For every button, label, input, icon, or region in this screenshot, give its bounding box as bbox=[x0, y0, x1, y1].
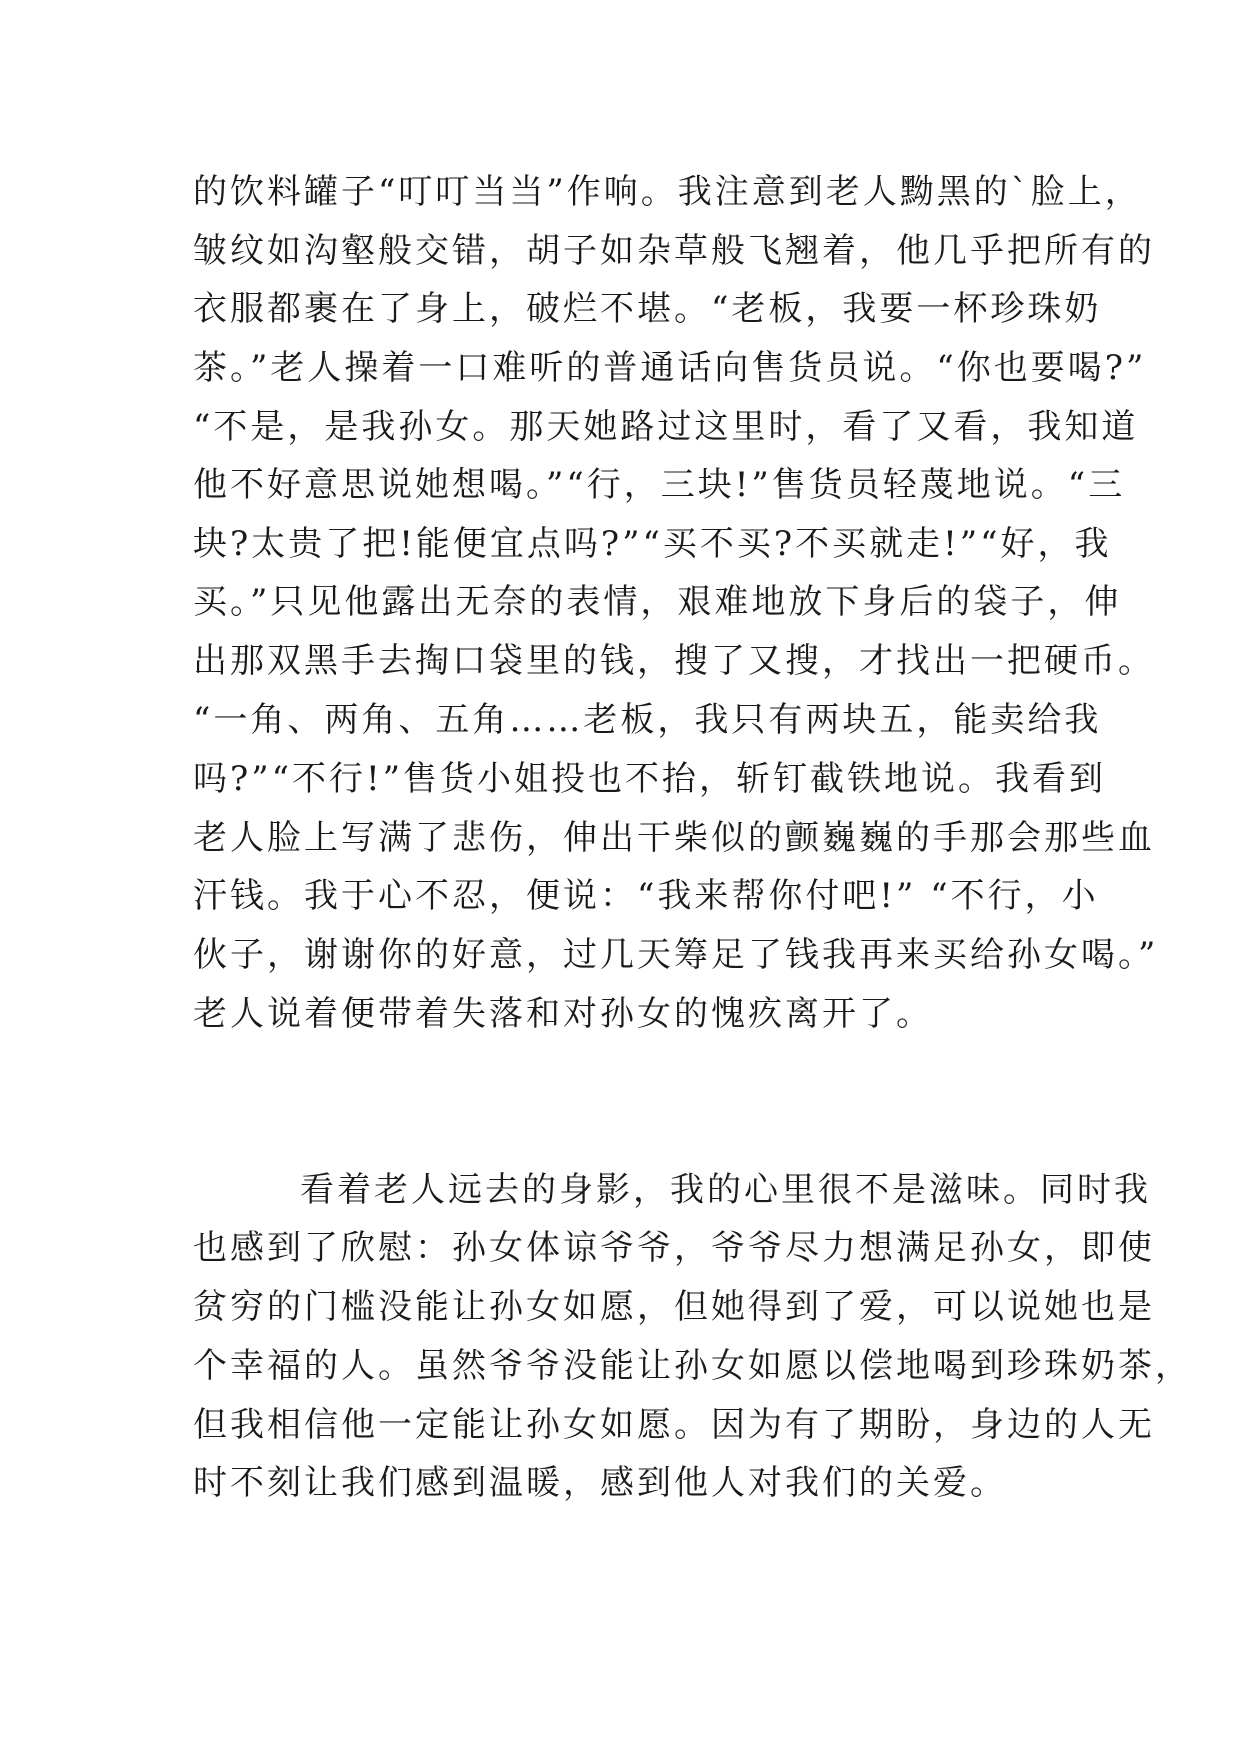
paragraph-2-line: 看着老人远去的身影，我的心里很不是滋味。同时我 bbox=[300, 1170, 1151, 1210]
paragraph-1-line: 衣服都裹在了身上，破烂不堪。“老板，我要一杯珍珠奶 bbox=[193, 289, 1102, 329]
paragraph-1-line: 他不好意思说她想喝。”“行，三块!”售货员轻蔑地说。“三 bbox=[193, 465, 1126, 505]
paragraph-1-line: 伙子，谢谢你的好意，过几天筹足了钱我再来买给孙女喝。” bbox=[193, 935, 1159, 975]
paragraph-1-line: 汗钱。我于心不忍，便说：“我来帮你付吧!” “不行，小 bbox=[193, 876, 1099, 916]
paragraph-2-line: 贫穷的门槛没能让孙女如愿，但她得到了爱，可以说她也是 bbox=[193, 1287, 1155, 1327]
paragraph-1-line: 买。”只见他露出无奈的表情，艰难地放下身后的袋子，伸 bbox=[193, 582, 1122, 622]
paragraph-1-line: “不是，是我孙女。那天她路过这里时，看了又看，我知道 bbox=[193, 407, 1139, 447]
paragraph-1-line: 的饮料罐子“叮叮当当”作响。我注意到老人黝黑的`脸上， bbox=[193, 172, 1142, 212]
paragraph-1-line: 茶。”老人操着一口难听的普通话向售货员说。“你也要喝?” bbox=[193, 348, 1147, 388]
paragraph-2-line: 但我相信他一定能让孙女如愿。因为有了期盼，身边的人无 bbox=[193, 1405, 1155, 1445]
paragraph-1-line: 老人脸上写满了悲伤，伸出干柴似的颤巍巍的手那会那些血 bbox=[193, 818, 1155, 858]
paragraph-2-line: 个幸福的人。虽然爷爷没能让孙女如愿以偿地喝到珍珠奶茶， bbox=[193, 1346, 1192, 1386]
paragraph-2-line: 也感到了欣慰：孙女体谅爷爷，爷爷尽力想满足孙女，即使 bbox=[193, 1228, 1155, 1268]
paragraph-1-line: 出那双黑手去掏口袋里的钱，搜了又搜，才找出一把硬币。 bbox=[193, 641, 1155, 681]
paragraph-1-line: “一角、两角、五角……老板，我只有两块五，能卖给我 bbox=[193, 700, 1102, 740]
paragraph-1-line: 皱纹如沟壑般交错，胡子如杂草般飞翘着，他几乎把所有的 bbox=[193, 231, 1155, 271]
paragraph-1-line: 块?太贵了把!能便宜点吗?”“买不买?不买就走!”“好，我 bbox=[193, 524, 1112, 564]
paragraph-2-line: 时不刻让我们感到温暖，感到他人对我们的关爱。 bbox=[193, 1463, 1007, 1503]
paragraph-1-line: 吗?”“不行!”售货小姐投也不抬，斩钉截铁地说。我看到 bbox=[193, 759, 1107, 799]
paragraph-1-line: 老人说着便带着失落和对孙女的愧疚离开了。 bbox=[193, 994, 933, 1034]
